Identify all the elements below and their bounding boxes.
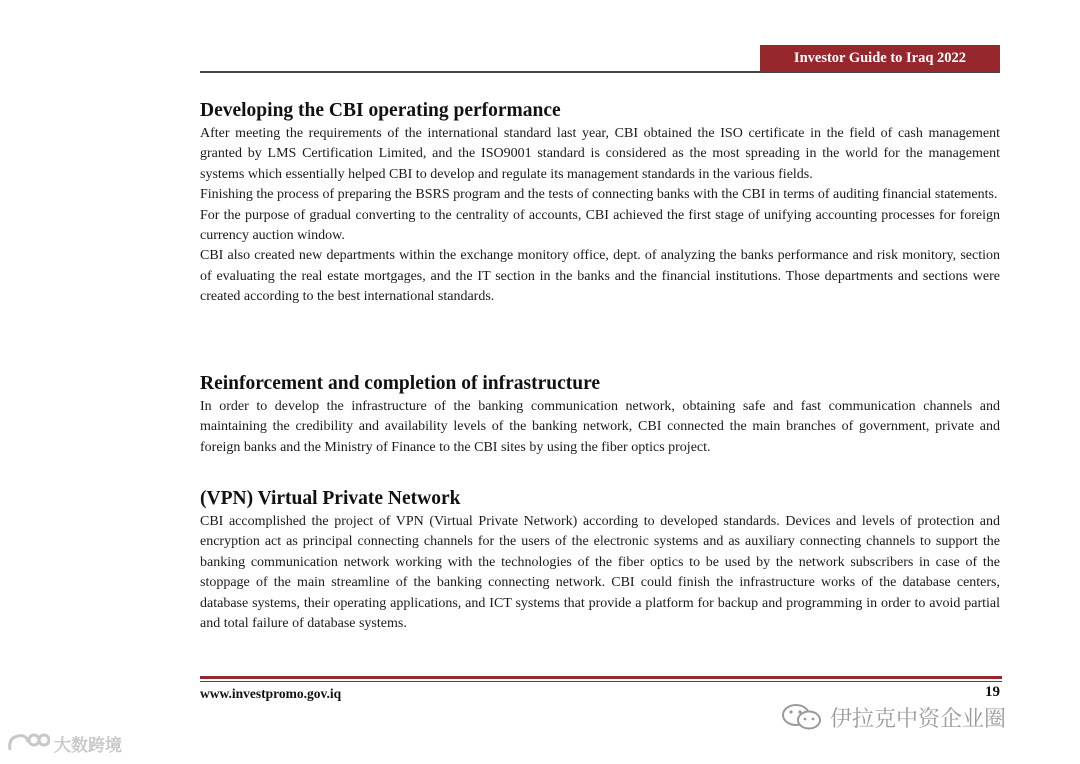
footer-rule — [200, 676, 1002, 679]
paragraph: After meeting the requirements of the international standard last year, CBI obtained the ISO certificate in the field of cash management granted by LMS Certification Limited, and the ISO9001 standard is considered as the most spreading in the world for the management systems which essentially helped CBI to develop and regulate its management standards in the various fields. — [200, 126, 1000, 182]
watermark-left-text: 大数跨境 — [54, 735, 122, 756]
page-number: 19 — [985, 684, 1000, 700]
section-infrastructure — [200, 371, 1000, 458]
watermark-right — [780, 700, 1006, 734]
section-vpn — [200, 486, 1000, 634]
paragraph: In order to develop the infrastructure of the banking communication network, obtaining safe and fast communication channels and maintaining the credibility and availability levels of the banking network, CBI connected the main branches of government, private and foreign banks and the Ministry of Finance to the CBI sites by using the fiber optics project. — [200, 399, 1000, 455]
watermark-right-text: 伊拉克中资企业圈 — [830, 706, 1007, 732]
logo-icon — [6, 730, 50, 756]
section-heading: Developing the CBI operating performance — [200, 100, 561, 121]
header-title: Investor Guide to Iraq 2022 — [760, 45, 1000, 73]
wechat-icon — [780, 702, 824, 732]
section-cbi-performance — [200, 98, 1000, 308]
paragraph: For the purpose of gradual converting to the centrality of accounts, CBI achieved the first stage of unifying accounting processes for foreign currency auction window. — [200, 207, 1000, 244]
paragraph: CBI also created new departments within the exchange monitory office, dept. of analyzing the banks performance and risk monitory, section of evaluating the real estate mortgages, and the IT section in the banks and the financial institutions. Those departments and sections were created according to the best international standards. — [200, 248, 1000, 305]
watermark-left — [6, 728, 122, 758]
section-heading: Reinforcement and completion of infrastructure — [200, 373, 601, 394]
paragraph: CBI accomplished the project of VPN (Virtual Private Network) according to developed standards. Devices and levels of protection and encryption act as principal connecting channels for the users of the electronic systems and as auxiliary connecting channels to support the banking communication network working with the technologies of the fiber optics to be used by the network subscribers in case of the stoppage of the main streamline of the banking connecting network. CBI could finish the infrastructure works of the database centers, database systems, their operating applications, and ICT systems that provide a platform for backup and programming in order to avoid partial and total failure of database systems. — [200, 514, 1000, 632]
footer-rule-thin — [200, 681, 1002, 682]
section-heading: (VPN) Virtual Private Network — [200, 488, 461, 509]
footer-url[interactable]: www.investpromo.gov.iq — [200, 686, 342, 701]
paragraph: Finishing the process of preparing the BSRS program and the tests of connecting banks with the CBI in terms of auditing financial statements. — [200, 187, 998, 203]
header-rule — [200, 71, 760, 73]
